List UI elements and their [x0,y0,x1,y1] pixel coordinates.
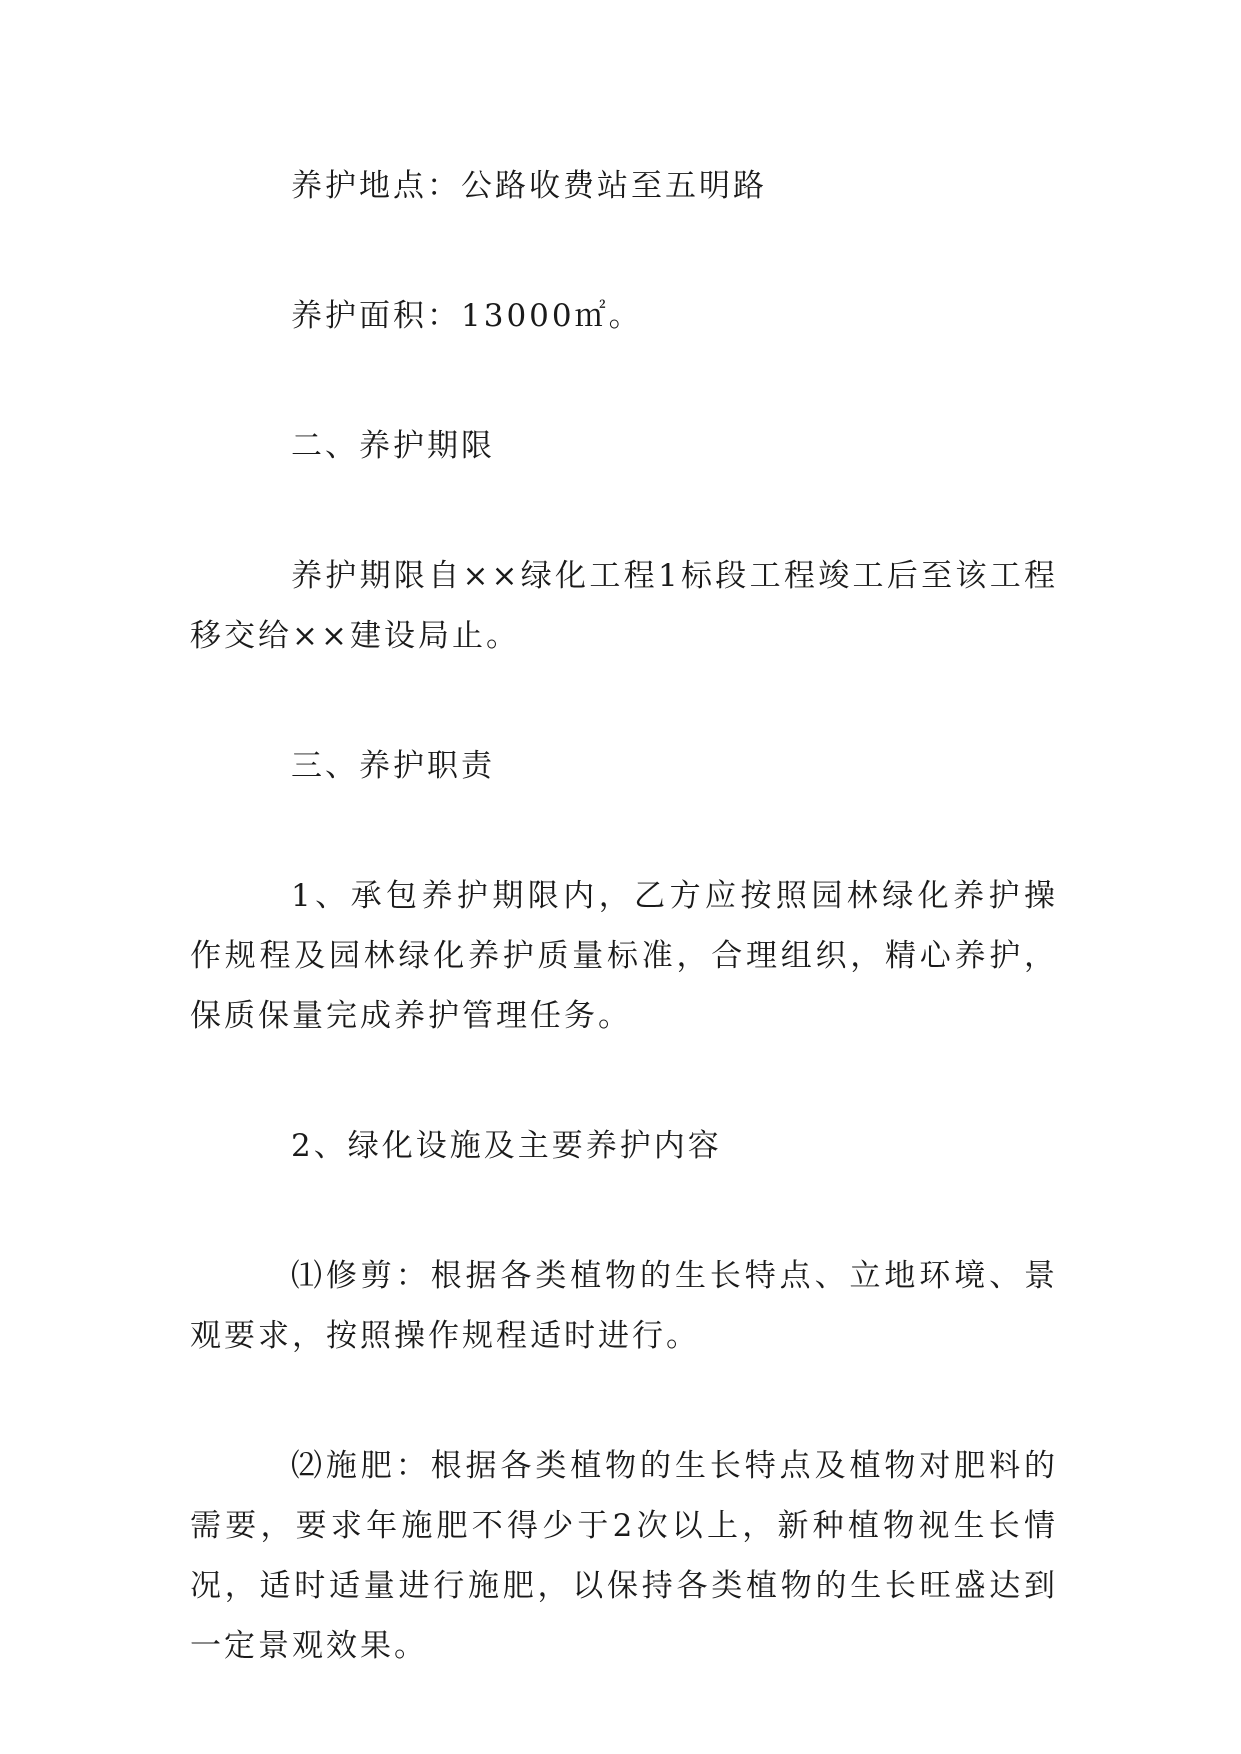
paragraph-pruning: ⑴修剪：根据各类植物的生长特点、立地环境、景观要求，按照操作规程适时进行。 [190,1258,1058,1354]
paragraph-location: 养护地点：公路收费站至五明路 [291,168,767,204]
paragraph-duty-2: 2、绿化设施及主要养护内容 [291,1128,722,1164]
paragraph-area: 养护面积：13000㎡。 [291,298,643,334]
section-heading-duties: 三、养护职责 [291,748,495,784]
paragraph-fertilizing: ⑵施肥：根据各类植物的生长特点及植物对肥料的需要，要求年施肥不得少于2次以上，新种植物视生长情况，适时适量进行施肥，以保持各类植物的生长旺盛达到一定景观效果。 [190,1448,1058,1664]
paragraph-duty-1: 1、承包养护期限内，乙方应按照园林绿化养护操作规程及园林绿化养护质量标准，合理组织，精心养护，保质保量完成养护管理任务。 [190,878,1058,1034]
document-body [190,156,1058,1746]
paragraph-period: 养护期限自××绿化工程1标段工程竣工后至该工程移交给××建设局止。 [190,558,1058,654]
section-heading-period: 二、养护期限 [291,428,495,464]
